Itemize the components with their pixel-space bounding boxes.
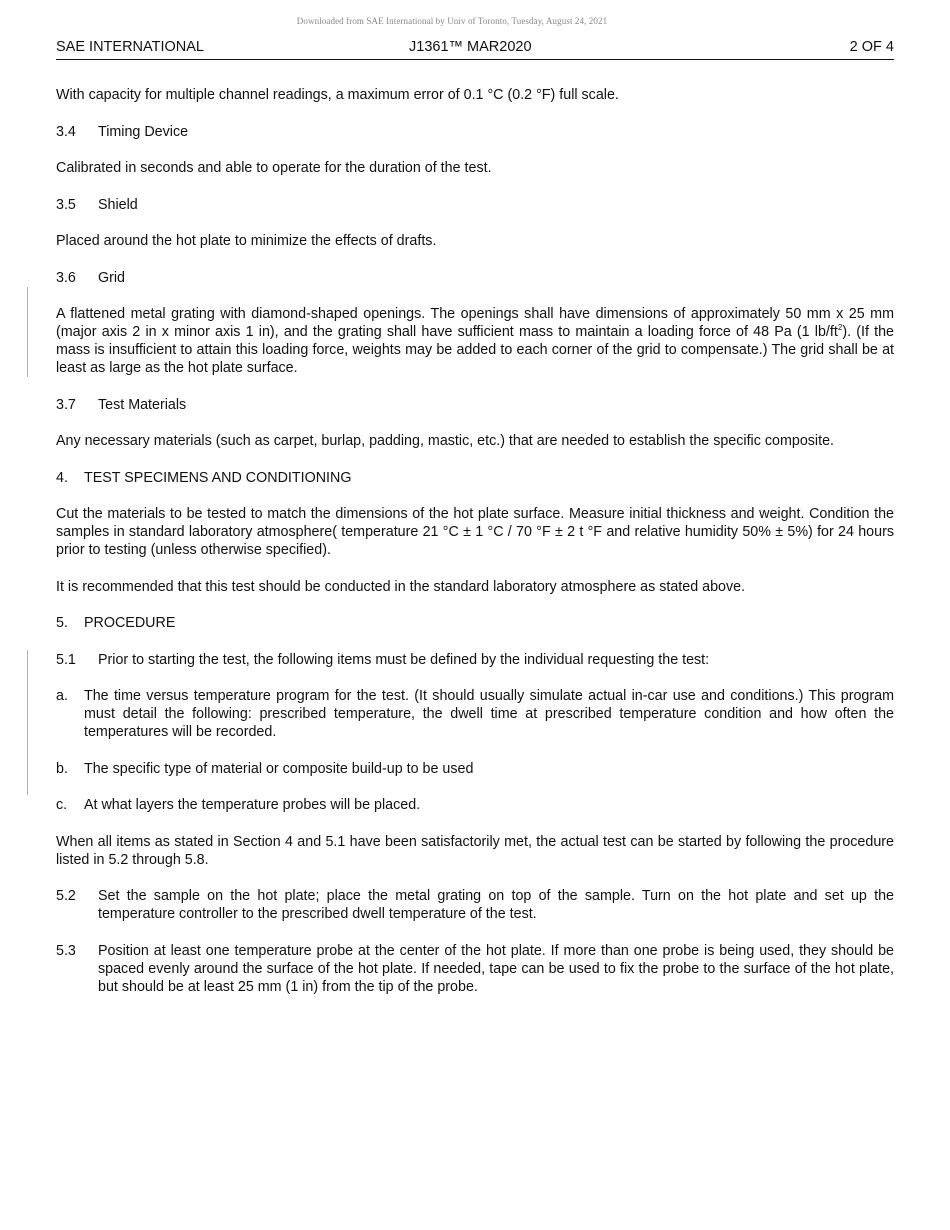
header-page-indicator: 2 OF 4 [849, 39, 894, 55]
header-document-id: J1361™ MAR2020 [409, 39, 532, 55]
section-title: Test Materials [98, 396, 187, 413]
section-number: 5. [56, 615, 68, 631]
running-header [56, 38, 894, 60]
section-text: Prior to starting the test, the following items must be defined by the individual requesting the test: [98, 651, 710, 668]
section-3-7-heading [56, 396, 894, 414]
section-number: 3.5 [56, 196, 76, 213]
section-3-5-paragraph: Placed around the hot plate to minimize the effects of drafts. [56, 233, 437, 249]
section-3-6-heading [56, 269, 894, 287]
list-item [56, 760, 894, 778]
list-item [56, 796, 894, 814]
list-item-text: The time versus temperature program for the test. (It should usually simulate actual in-car use and conditions.) This program must detail the following: prescribed temperature, the dwell time at prescribed temperature condition and how often the temperatures will be recorded. [84, 688, 894, 740]
list-marker: c. [56, 797, 68, 813]
change-bar [27, 650, 28, 795]
procedure-followup-paragraph: When all items as stated in Section 4 and 5.1 have been satisfactorily met, the actual test can be started by following the procedure listed in 5.2 through 5.8. [56, 833, 894, 868]
section-title: TEST SPECIMENS AND CONDITIONING [84, 469, 352, 486]
section-5-2 [56, 887, 894, 923]
section-5-1-heading [56, 651, 894, 669]
document-body [56, 86, 894, 1014]
section-title: Shield [98, 196, 138, 213]
section-5-3 [56, 942, 894, 996]
header-organization: SAE INTERNATIONAL [56, 39, 204, 55]
section-number: 3.4 [56, 123, 76, 140]
section-4-heading [56, 469, 894, 487]
section-4-paragraph: Cut the materials to be tested to match the dimensions of the hot plate surface. Measure initial thickness and weight. Condition the samples in standard laboratory atmosphere( temperature 21 °C ± 1 °C / 70 °F ± 2 t °F and relative humidity 50% ± 5%) for 24 hours prior to testing (unless otherwise specified). [56, 506, 894, 558]
download-watermark: Downloaded from SAE International by Univ of Toronto, Tuesday, August 24, 2021 [296, 16, 608, 26]
intro-paragraph: With capacity for multiple channel readings, a maximum error of 0.1 °C (0.2 °F) full scale. [56, 87, 619, 103]
section-3-4-heading [56, 123, 894, 141]
section-title: Timing Device [98, 123, 189, 140]
section-number: 4. [56, 469, 68, 486]
list-item-text: The specific type of material or composite build-up to be used [84, 760, 474, 777]
section-text: Set the sample on the hot plate; place the metal grating on top of the sample. Turn on the hot plate and set up the temperature controller to the prescribed dwell temperature of the test. [98, 888, 894, 922]
superscript: 2 [837, 323, 843, 332]
section-number: 3.7 [56, 396, 76, 413]
grid-text-part-2: ). (If the mass is insufficient to attain this loading force, weights may be added to each corner of the grid to compensate.) The grid shall be at least as large as the hot plate surface. [56, 324, 894, 376]
list-marker: a. [56, 688, 68, 704]
section-3-6-paragraph [56, 305, 894, 377]
list-marker: b. [56, 760, 68, 777]
list-item-text: At what layers the temperature probes will be placed. [84, 797, 421, 813]
section-4-paragraph: It is recommended that this test should be conducted in the standard laboratory atmosphere as stated above. [56, 578, 746, 595]
change-bar [27, 287, 28, 377]
section-title: Grid [98, 269, 126, 286]
list-item [56, 687, 894, 741]
section-3-5-heading [56, 196, 894, 214]
section-title: PROCEDURE [84, 615, 176, 631]
section-number: 5.3 [56, 942, 76, 959]
section-5-heading [56, 614, 894, 632]
section-text: Position at least one temperature probe at the center of the hot plate. If more than one probe is being used, they should be spaced evenly around the surface of the hot plate. If needed, tape can be used to fix the probe to the surface of the hot plate, but should be at least 25 mm (1 in) from the tip of the probe. [98, 942, 894, 995]
section-3-4-paragraph: Calibrated in seconds and able to operate for the duration of the test. [56, 160, 492, 176]
grid-text-part-1: A flattened metal grating with diamond-shaped openings. The openings shall have dimensions of approximately 50 mm x 25 mm (major axis 2 in x minor axis 1 in), and the grating shall have sufficient mass to maintain a loading force of 48 Pa (1 lb/ft [56, 306, 894, 340]
section-number: 5.2 [56, 888, 76, 904]
section-3-7-paragraph: Any necessary materials (such as carpet, burlap, padding, mastic, etc.) that are needed to establish the specific composite. [56, 433, 834, 449]
section-number: 5.1 [56, 651, 76, 668]
section-number: 3.6 [56, 269, 76, 286]
